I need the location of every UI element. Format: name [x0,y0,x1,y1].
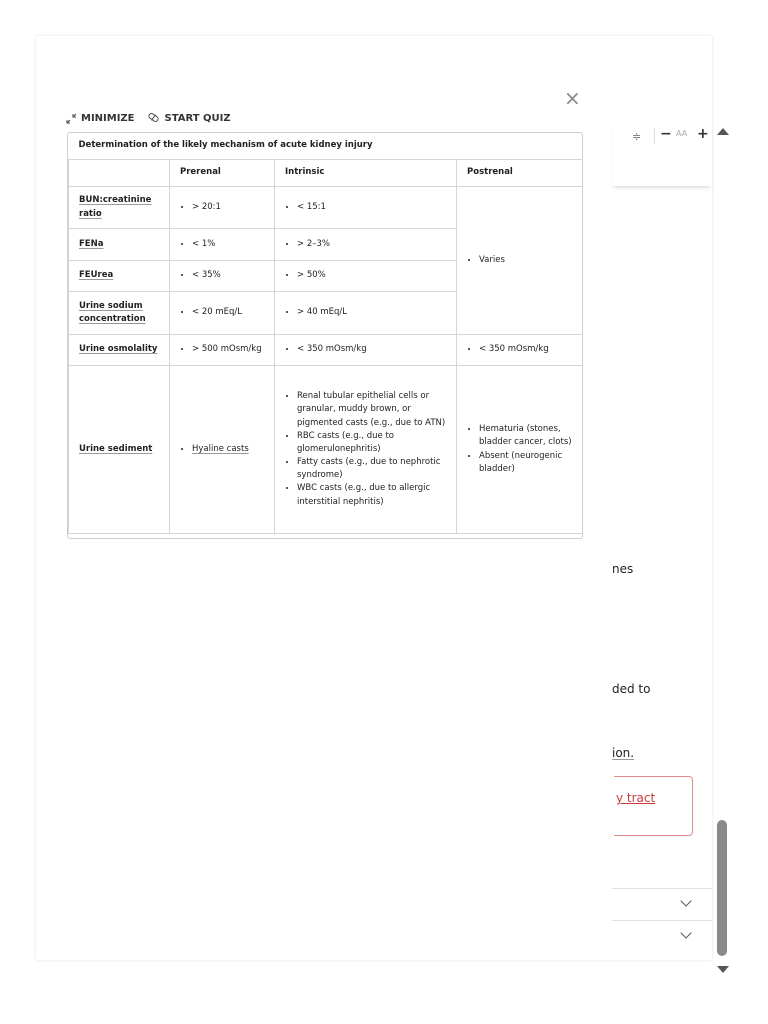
table-cell [275,366,457,534]
row-header-urine-osmolality[interactable]: Urine osmolality [69,335,170,366]
collapsible-section[interactable] [612,888,712,921]
collapsible-section[interactable] [612,920,712,953]
font-size-icon: AA [676,129,688,138]
minimize-label: MINIMIZE [81,112,135,124]
list-item: • Absent (neurogenic bladder) [479,450,572,476]
toolbar-divider [654,128,655,144]
table-row [69,366,583,534]
table-cell: • > 500 mOsm/kg [170,335,275,366]
list-item: • RBC casts (e.g., due to glomerulonephritis) [297,430,446,456]
table-cell: • > 50% [275,261,457,292]
article-text-fragment: nes [612,562,634,576]
kidney-injury-table [67,132,583,539]
article-text-fragment: ded to [612,682,651,696]
related-link-box[interactable] [614,776,693,836]
table-cell: • < 35% [170,261,275,292]
table-cell: • < 1% [170,229,275,261]
column-header-empty [69,160,170,187]
column-header-prerenal: Prerenal [170,160,275,187]
table-cell: • Hyaline casts [170,366,275,534]
table-caption: Determination of the likely mechanism of acute kidney injury [69,133,583,160]
table-cell: • < 350 mOsm/kg [275,335,457,366]
start-quiz-label: START QUIZ [164,112,231,124]
table-row [69,187,583,229]
list-item: • Renal tubular epithelial cells or granular, muddy brown, or pigmented casts (e.g., due to ATN) [297,390,446,430]
row-header-urine-sediment[interactable]: Urine sediment [69,366,170,534]
increase-font-button[interactable]: + [697,126,709,142]
chevron-down-icon[interactable] [680,927,691,938]
minimize-button[interactable] [66,113,135,124]
decrease-font-button[interactable]: − [660,126,672,142]
list-item: • Fatty casts (e.g., due to nephrotic syndrome) [297,456,446,482]
row-header-urine-sodium[interactable]: Urine sodium concentration [69,292,170,335]
column-header-intrinsic: Intrinsic [275,160,457,187]
close-icon[interactable]: × [564,86,581,110]
quiz-pill-icon [147,112,161,124]
modal-actions [66,112,231,124]
row-header-bun-creatinine[interactable]: BUN:creatinine ratio [69,187,170,229]
chevron-down-icon[interactable] [680,895,691,906]
table-row [69,335,583,366]
scroll-up-arrow-icon[interactable] [717,128,729,135]
table-cell: • < 20 mEq/L [170,292,275,335]
scroll-down-arrow-icon[interactable] [717,966,729,973]
table-cell: • < 350 mOsm/kg [457,335,583,366]
table-cell: • > 2–3% [275,229,457,261]
row-header-feurea[interactable]: FEUrea [69,261,170,292]
scrollbar-thumb[interactable] [717,820,727,956]
text-format-icon[interactable]: ≑ [632,130,642,143]
table-cell: • > 40 mEq/L [275,292,457,335]
list-item: • WBC casts (e.g., due to allergic interstitial nephritis) [297,482,446,508]
reader-toolbar [612,122,712,186]
related-link-text[interactable]: y tract [616,791,656,805]
table-cell: • > 20:1 [170,187,275,229]
minimize-icon [66,113,77,124]
row-header-fena[interactable]: FENa [69,229,170,261]
list-item: • Hematuria (stones, bladder cancer, clots) [479,423,572,449]
table-cell-postrenal-shared: • Varies [457,187,583,335]
column-header-postrenal: Postrenal [457,160,583,187]
table-cell: • < 15:1 [275,187,457,229]
start-quiz-button[interactable] [147,112,231,124]
table-cell [457,366,583,534]
article-text-fragment[interactable]: ion. [612,746,635,760]
